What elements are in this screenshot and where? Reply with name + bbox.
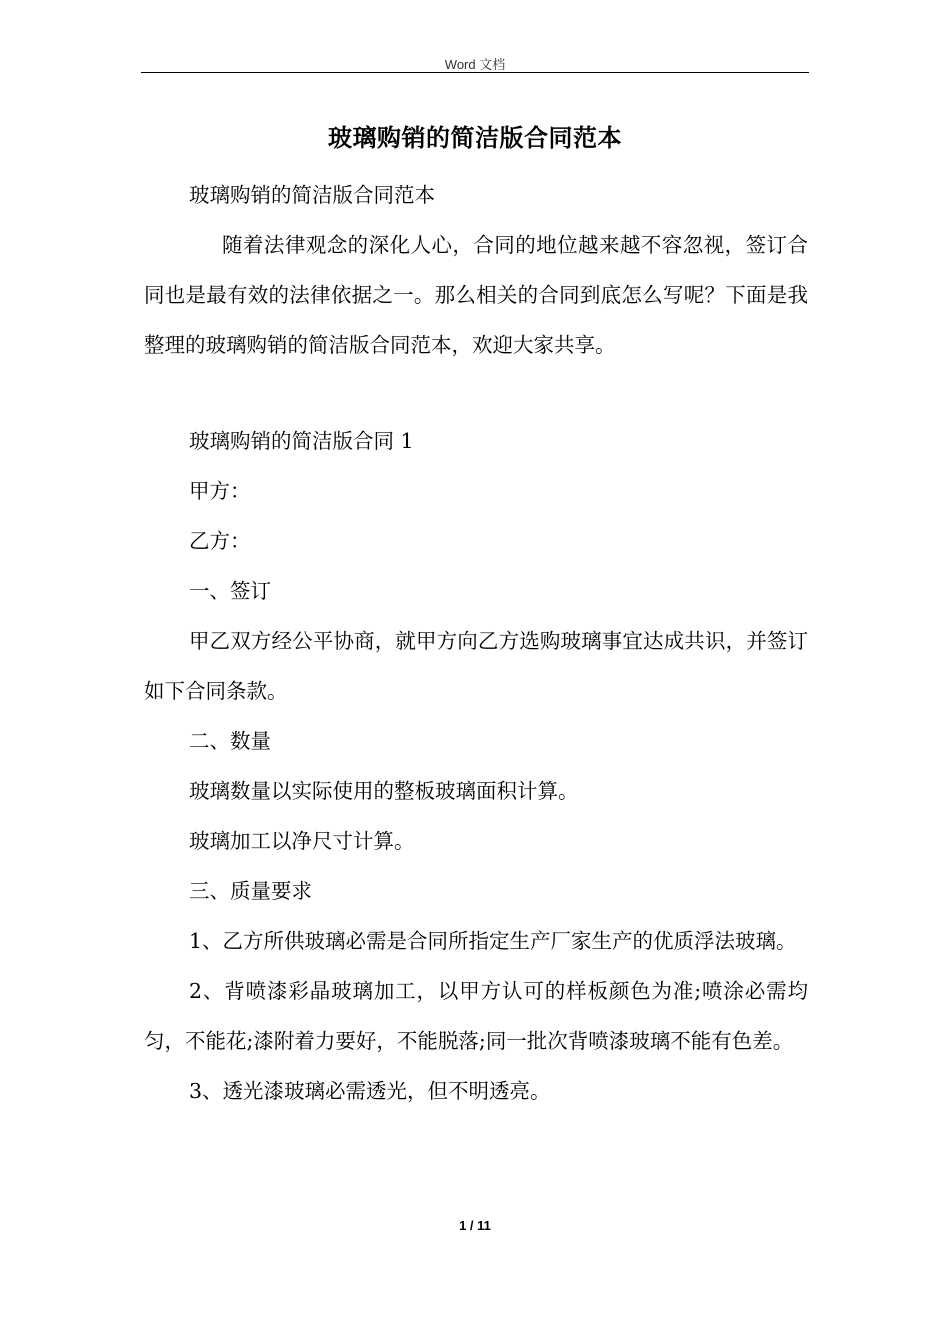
document-title: 玻璃购销的简洁版合同范本 [328,123,622,152]
paragraph-quality-2: 2、背喷漆彩晶玻璃加工，以甲方认可的样板颜色为准;喷涂必需均匀，不能花;漆附着力要好，不能脱落;同一批次背喷漆玻璃不能有色差。 [144,979,808,1053]
paragraph-quality-1: 1、乙方所供玻璃必需是合同所指定生产厂家生产的优质浮法玻璃。 [189,929,797,953]
paragraph-quality-3: 3、透光漆玻璃必需透光，但不明透亮。 [189,1079,551,1103]
section-heading-signing: 一、签订 [189,579,271,603]
section-heading-quantity: 二、数量 [189,729,271,753]
header-divider [141,72,809,73]
document-body [144,170,808,1116]
paragraph-party-a: 甲方： [189,479,251,503]
paragraph-party-b: 乙方： [189,529,251,553]
paragraph-intro: 随着法律观念的深化人心，合同的地位越来越不容忽视，签订合同也是最有效的法律依据之一。那么相关的合同到底怎么写呢？下面是我整理的玻璃购销的简洁版合同范本，欢迎大家共享。 [144,233,808,357]
paragraph-signing: 甲乙双方经公平协商，就甲方向乙方选购玻璃事宜达成共识，并签订如下合同条款。 [144,629,808,703]
page-number: 1 / 11 [459,1218,491,1233]
paragraph-contract-heading: 玻璃购销的简洁版合同 1 [189,429,414,453]
paragraph-quantity-1: 玻璃数量以实际使用的整板玻璃面积计算。 [189,779,579,803]
page-header: Word 文档 [444,57,506,72]
paragraph-subtitle: 玻璃购销的简洁版合同范本 [189,183,435,207]
paragraph-spacer [144,370,808,416]
section-heading-quality: 三、质量要求 [189,879,312,903]
paragraph-quantity-2: 玻璃加工以净尺寸计算。 [189,829,415,853]
